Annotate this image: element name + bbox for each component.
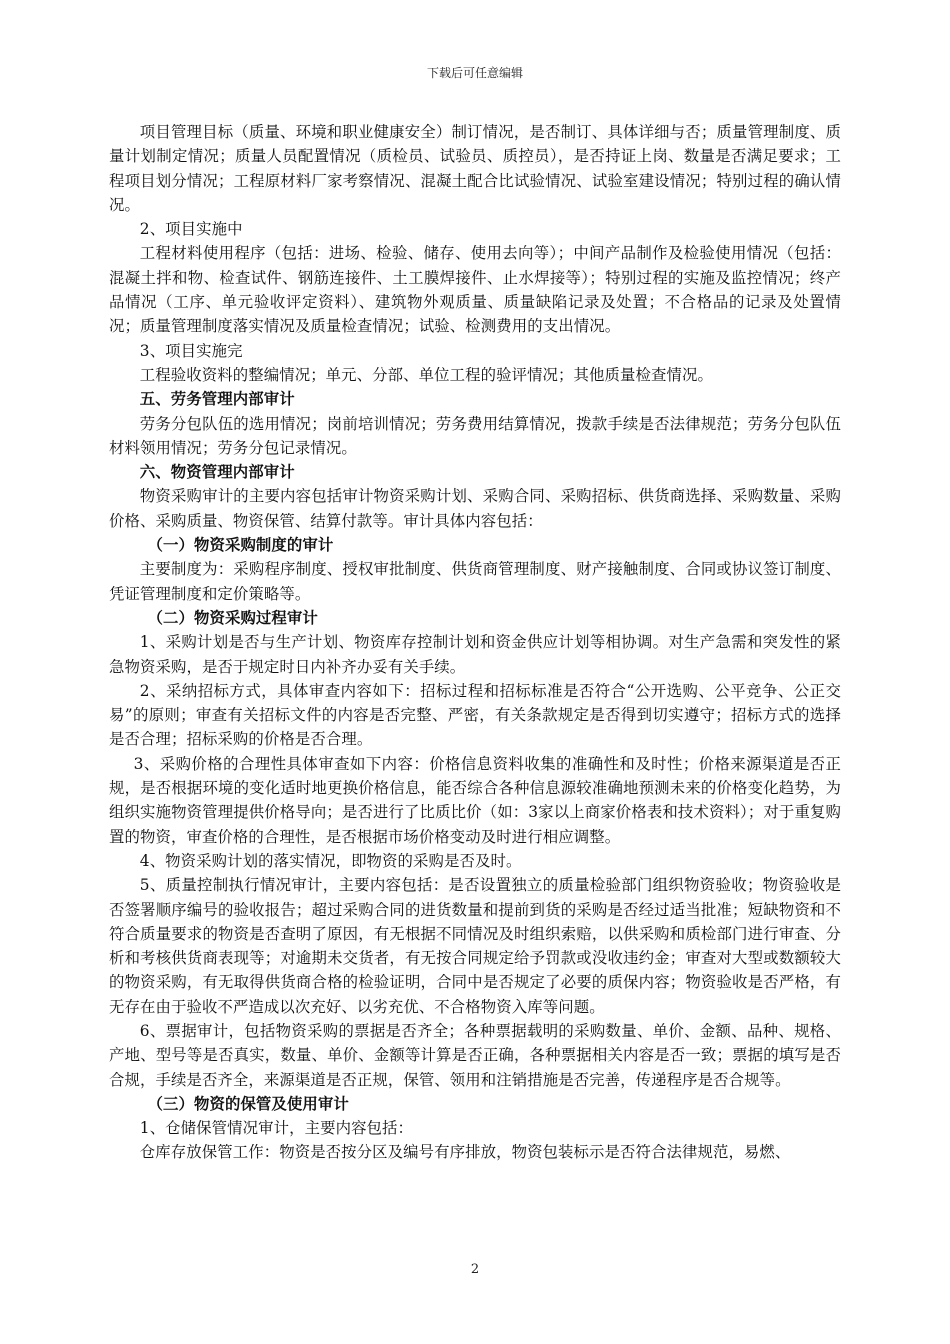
subsection-heading: （二）物资采购过程审计: [147, 608, 318, 627]
page-header: 下载后可任意编辑: [426, 66, 523, 80]
paragraph: 工程材料使用程序（包括：进场、检验、储存、使用去向等）；中间产品制作及检验使用情况（包括：混凝土拌和物、检查试件、钢筋连接件、土工膜焊接件、止水焊接等）；特别过程的实施及监控情况；终产品情况（工序、单元验收评定资料）、建筑物外观质量、质量缺陷记录及处置；不合格品的记录及处置情况；质量管理制度落实情况及质量检查情况；试验、检测费用的支出情况。: [109, 244, 841, 336]
subsection-heading: （三）物资的保管及使用审计: [147, 1094, 349, 1113]
paragraph: 1、采购计划是否与生产计划、物资库存控制计划和资金供应计划等相协调。对生产急需和突发性的紧急物资采购，是否于规定时日内补齐办妥有关手续。: [109, 633, 841, 676]
paragraph: 项目管理目标（质量、环境和职业健康安全）制订情况，是否制订、具体详细与否；质量管理制度、质量计划制定情况；质量人员配置情况（质检员、试验员、质控员），是否持证上岗、数量是否满足要求；工程项目划分情况；工程原材料厂家考察情况、混凝土配合比试验情况、试验室建设情况；特别过程的确认情况。: [109, 123, 841, 214]
paragraph: 主要制度为：采购程序制度、授权审批制度、供货商管理制度、财产接触制度、合同或协议签订制度、凭证管理制度和定价策略等。: [109, 560, 841, 603]
page-number: 2: [470, 1262, 480, 1277]
document-body: [109, 120, 841, 1165]
section-heading: 六、物资管理内部审计: [139, 463, 295, 482]
paragraph: 4、物资采购计划的落实情况，即物资的采购是否及时。: [139, 851, 522, 870]
paragraph: 1、仓储保管情况审计，主要内容包括：: [139, 1119, 414, 1138]
paragraph: 工程验收资料的整编情况；单元、分部、单位工程的验评情况；其他质量检查情况。: [139, 365, 713, 384]
paragraph: 3、采购价格的合理性具体审查如下内容：价格信息资料收集的准确性和及时性；价格来源渠道是否正规，是否根据环境的变化适时地更换价格信息，能否综合各种信息源较准确地预测未来的价格变化趋势，为组织实施物资管理提供价格导向；是否进行了比质比价（如：3家以上商家价格表和技术资料）；对于重复购置的物资，审查价格的合理性，是否根据市场价格变动及时进行相应调整。: [109, 754, 841, 846]
subsection-heading: （一）物资采购制度的审计: [147, 536, 334, 555]
paragraph: 劳务分包队伍的选用情况；岗前培训情况；劳务费用结算情况，拨款手续是否法律规范；劳务分包队伍材料领用情况；劳务分包记录情况。: [109, 414, 841, 457]
paragraph: 仓库存放保管工作：物资是否按分区及编号有序排放，物资包装标示是否符合法律规范，易燃、: [139, 1143, 791, 1162]
paragraph: 物资采购审计的主要内容包括审计物资采购计划、采购合同、采购招标、供货商选择、采购数量、采购价格、采购质量、物资保管、结算付款等。审计具体内容包括：: [109, 487, 841, 530]
section-heading: 五、劳务管理内部审计: [139, 390, 295, 409]
paragraph: 6、票据审计，包括物资采购的票据是否齐全；各种票据载明的采购数量、单价、金额、品种、规格、产地、型号等是否真实，数量、单价、金额等计算是否正确，各种票据相关内容是否一致；票据的填写是否合规，手续是否齐全，来源渠道是否正规，保管、领用和注销措施是否完善，传递程序是否合规等。: [109, 1021, 841, 1089]
paragraph: 2、项目实施中: [139, 220, 243, 239]
paragraph: 3、项目实施完: [139, 341, 243, 360]
paragraph: 5、质量控制执行情况审计，主要内容包括：是否设置独立的质量检验部门组织物资验收；物资验收是否签署顺序编号的验收报告；超过采购合同的进货数量和提前到货的采购是否经过适当批准；短缺物资和不符合质量要求的物资是否查明了原因，有无根据不同情况及时组织索赔，以供采购和质检部门进行审查、分析和考核供货商表现等；对逾期未交货者，有无按合同规定给予罚款或没收违约金；审查对大型或数额较大的物资采购，有无取得供货商合格的检验证明，合同中是否规定了必要的质保内容；物资验收是否严格，有无存在由于验收不严造成以次充好、以劣充优、不合格物资入库等问题。: [109, 876, 841, 1016]
paragraph: 2、采纳招标方式，具体审查内容如下：招标过程和招标标准是否符合“公开选购、公平竞争、公正交易”的原则；审查有关招标文件的内容是否完整、严密，有关条款规定是否得到切实遵守；招标方式的选择是否合理；招标采购的价格是否合理。: [109, 681, 841, 749]
